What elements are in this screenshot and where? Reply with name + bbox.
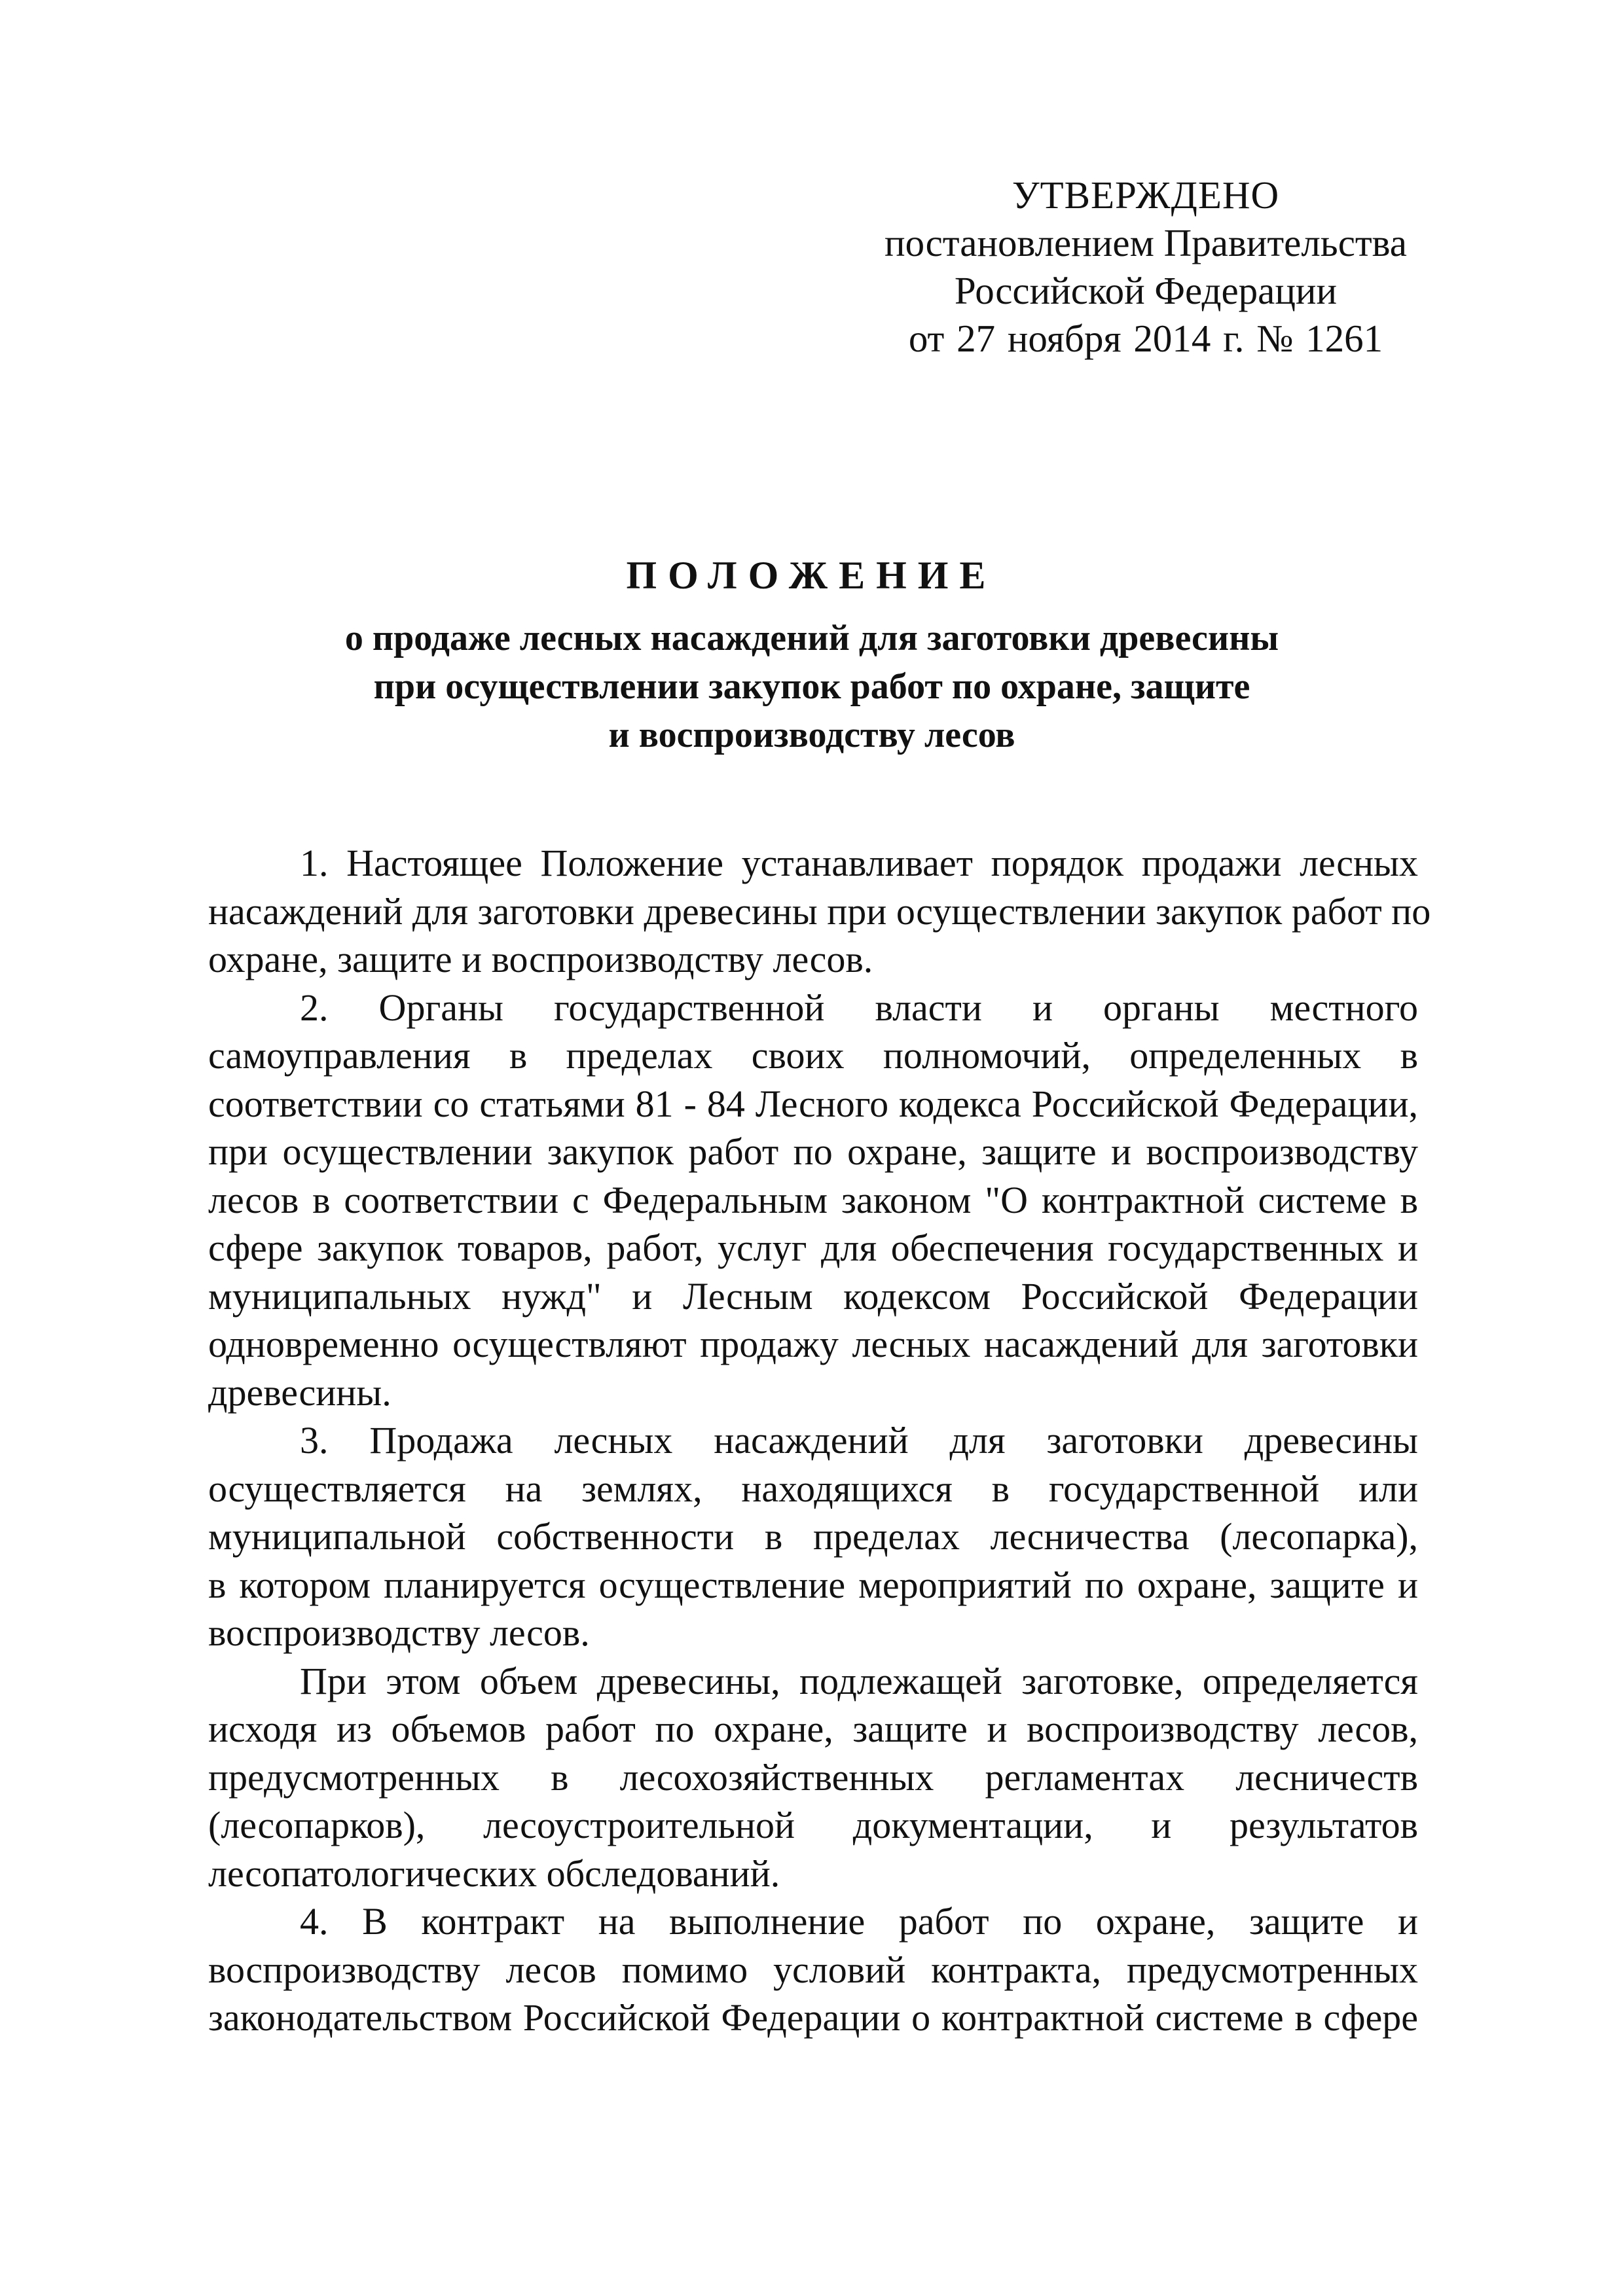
text-line: законодательством Российской Федерации о контрактной системе в сфере	[208, 1996, 1418, 2039]
text-line: воспроизводству лесов.	[208, 1611, 590, 1654]
approval-stamp	[877, 171, 1414, 363]
text-line: сфере закупок товаров, работ, услуг для обеспечения государственных и	[208, 1227, 1418, 1269]
text-line: лесопатологических обследований.	[208, 1852, 780, 1895]
subtitle-line: и воспроизводству лесов	[608, 715, 1015, 755]
text-line: муниципальных нужд" и Лесным кодексом Российской Федерации	[208, 1274, 1418, 1318]
text-line: в котором планируется осуществление мероприятий по охране, защите и	[208, 1563, 1418, 1606]
text-line: древесины.	[208, 1371, 392, 1414]
text-line: муниципальной собственности в пределах лесничества (лесопарка),	[208, 1515, 1418, 1558]
document-body	[208, 839, 1431, 2042]
text-line: предусмотренных в лесохозяйственных регламентах лесничеств	[208, 1755, 1418, 1799]
approval-title: УТВЕРЖДЕНО	[1012, 173, 1280, 217]
text-line: соответствии со статьями 81 - 84 Лесного кодекса Российской Федерации,	[208, 1082, 1418, 1125]
text-line: (лесопарков), лесоустроительной документации, и результатов	[208, 1804, 1418, 1846]
text-line: исходя из объемов работ по охране, защите и воспроизводству лесов,	[208, 1708, 1418, 1750]
text-line: одновременно осуществляют продажу лесных насаждений для заготовки	[208, 1323, 1418, 1365]
text-line: при осуществлении закупок работ по охране, защите и воспроизводству	[208, 1130, 1418, 1173]
text-line: 3. Продажа лесных насаждений для заготовки древесины	[300, 1419, 1418, 1462]
subtitle-line: при осуществлении закупок работ по охране, защите	[373, 666, 1250, 707]
text-line: 1. Настоящее Положение устанавливает порядок продажи лесных	[300, 842, 1418, 884]
approval-line-2: Российской Федерации	[954, 269, 1338, 312]
subtitle-line: о продаже лесных насаждений для заготовки древесины	[344, 618, 1279, 658]
paragraph-3	[208, 1416, 1418, 1657]
text-line: 2. Органы государственной власти и органы местного	[300, 986, 1418, 1029]
approval-line-1: постановлением Правительства	[884, 221, 1407, 264]
document-subtitle	[196, 614, 1427, 759]
text-line: При этом объем древесины, подлежащей заготовке, определяется	[300, 1659, 1418, 1702]
paragraph-1	[208, 839, 1431, 984]
text-line: осуществляется на землях, находящихся в государственной или	[208, 1467, 1418, 1510]
document-title: ПОЛОЖЕНИЕ	[626, 554, 997, 597]
text-line: 4. В контракт на выполнение работ по охране, защите и	[300, 1900, 1418, 1943]
paragraph-3-continued	[208, 1657, 1418, 1898]
text-line: лесов в соответствии с Федеральным законом "О контрактной системе в	[208, 1178, 1418, 1221]
approval-date: от 27 ноября 2014 г. № 1261	[908, 317, 1383, 360]
paragraph-2	[208, 984, 1418, 1417]
text-line: воспроизводству лесов помимо условий контракта, предусмотренных	[208, 1948, 1418, 1991]
text-line: самоуправления в пределах своих полномочий, определенных в	[208, 1034, 1418, 1077]
paragraph-4	[208, 1897, 1418, 2042]
text-line: насаждений для заготовки древесины при осуществлении закупок работ по	[208, 889, 1431, 933]
text-line: охране, защите и воспроизводству лесов.	[208, 938, 873, 980]
